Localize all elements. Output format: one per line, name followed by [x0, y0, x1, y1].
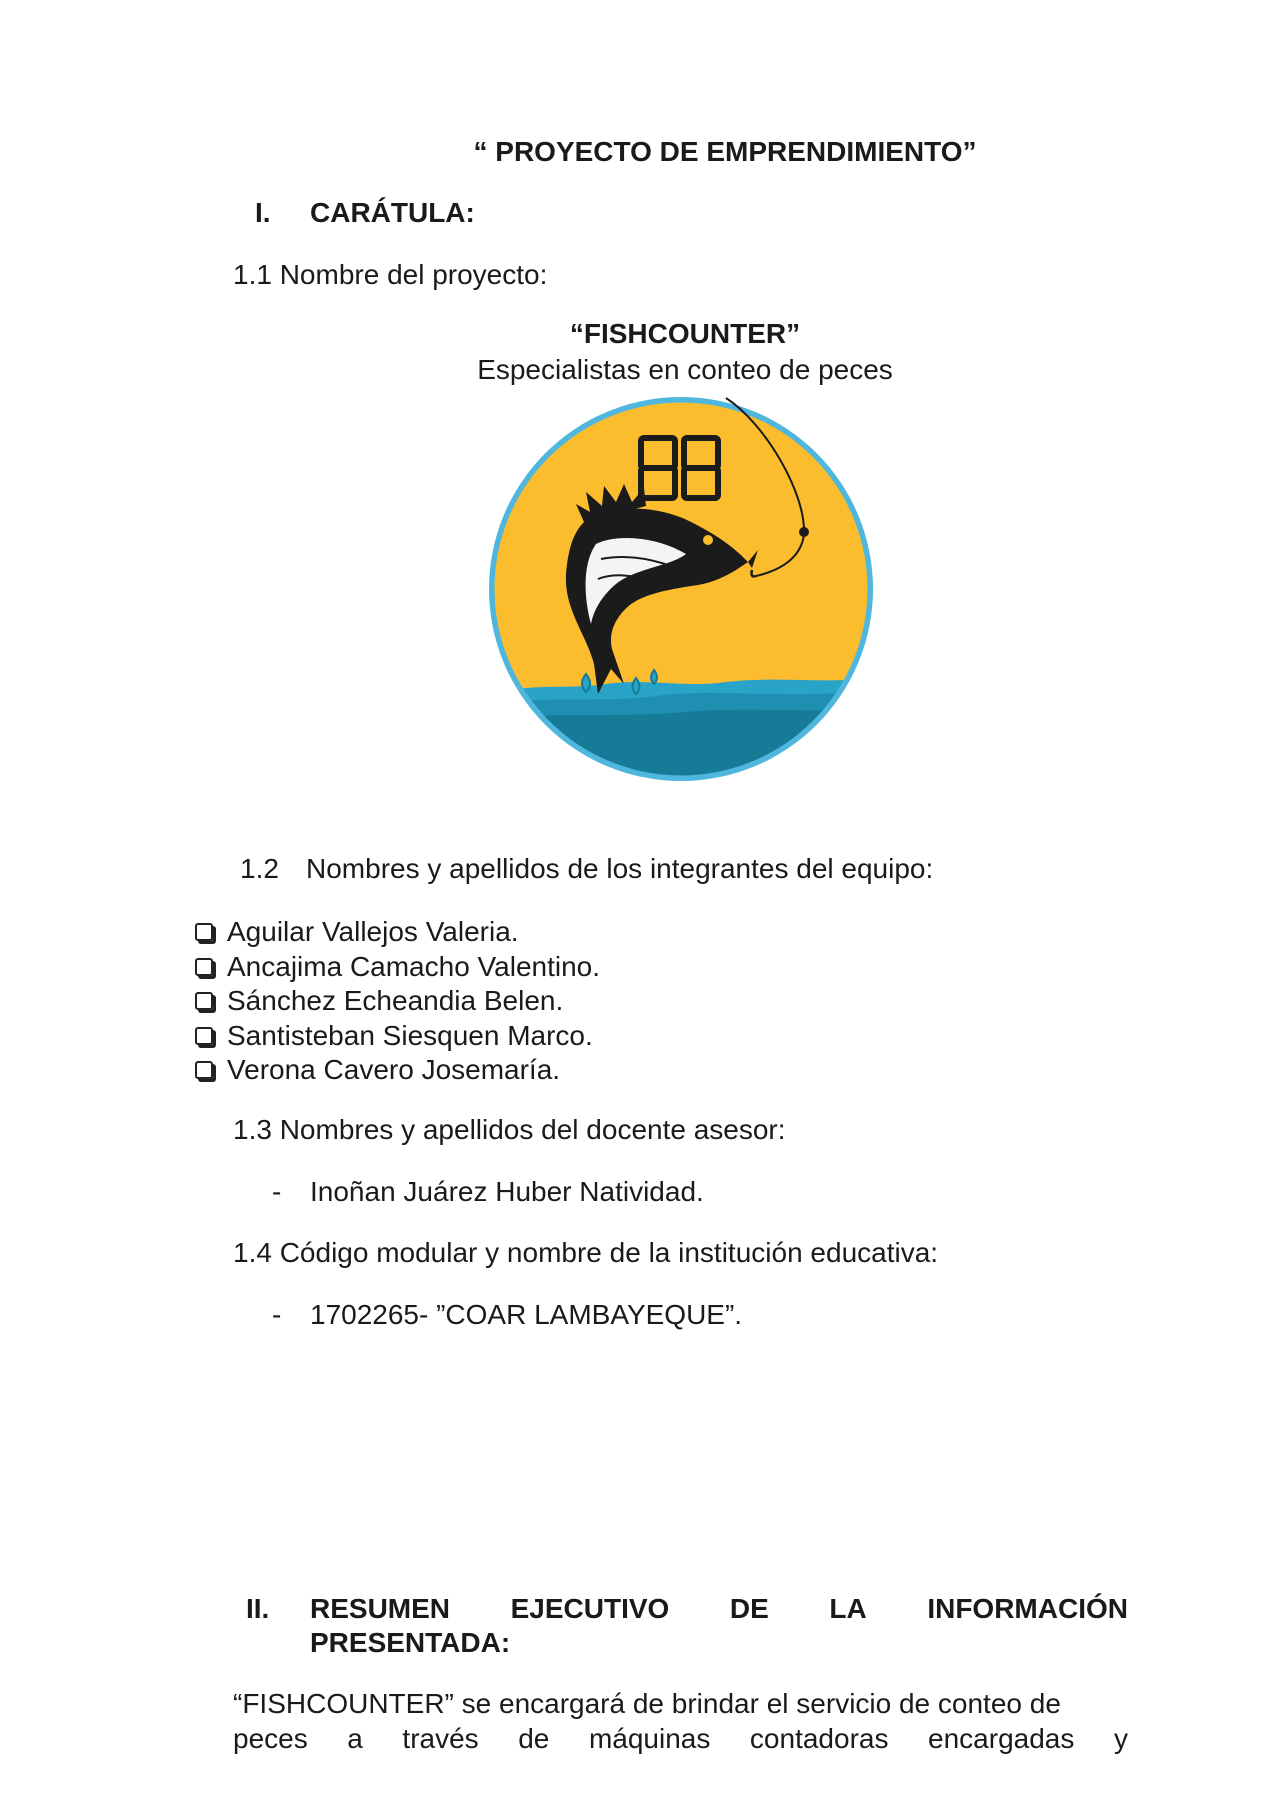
- member-list-item: [195, 1020, 593, 1052]
- advisor-name: Inoñan Juárez Huber Natividad.: [310, 1176, 704, 1207]
- title-word: INFORMACIÓN: [927, 1593, 1128, 1624]
- checkbox-bullet-icon: [195, 1027, 213, 1045]
- checkbox-bullet-icon: [195, 923, 213, 941]
- checkbox-bullet-icon: [195, 958, 213, 976]
- summary-word: encargadas: [928, 1723, 1075, 1754]
- summary-word: de: [518, 1723, 550, 1754]
- member-name: Verona Cavero Josemaría.: [227, 1054, 561, 1085]
- section-2-number: II.: [246, 1593, 270, 1624]
- title-word: RESUMEN: [310, 1593, 451, 1624]
- title-word: LA: [829, 1593, 867, 1624]
- fish-eye-icon: [702, 534, 714, 546]
- summary-paragraph-line-1: “FISHCOUNTER” se encargará de brindar el servicio de conteo de: [233, 1688, 1061, 1719]
- member-name: Santisteban Siesquen Marco.: [227, 1020, 593, 1051]
- checkbox-bullet-icon: [195, 1061, 213, 1079]
- title-word: DE: [729, 1593, 769, 1624]
- project-slogan: Especialistas en conteo de peces: [477, 354, 893, 385]
- item-1-2-number: 1.2: [240, 853, 279, 884]
- member-list-item: [195, 951, 600, 983]
- member-list-item: [195, 985, 563, 1017]
- title-word: EJECUTIVO: [510, 1593, 670, 1624]
- summary-word: contadoras: [749, 1723, 889, 1754]
- section-2-title-line-2: PRESENTADA:: [310, 1627, 511, 1658]
- summary-word: través: [402, 1723, 479, 1754]
- summary-word: a: [347, 1723, 363, 1754]
- school-code-name: 1702265- ”COAR LAMBAYEQUE”.: [310, 1299, 743, 1330]
- summary-word: máquinas: [588, 1723, 711, 1754]
- section-1-title: CARÁTULA:: [310, 197, 475, 228]
- summary-paragraph-line-2: [233, 1723, 1128, 1755]
- summary-word: y: [1113, 1723, 1128, 1754]
- member-name: Ancajima Camacho Valentino.: [227, 951, 601, 982]
- section-1-number: I.: [255, 197, 271, 228]
- list-dash: -: [272, 1176, 282, 1207]
- member-name: Sánchez Echeandia Belen.: [227, 985, 564, 1016]
- item-1-2-heading: Nombres y apellidos de los integrantes del equipo:: [306, 853, 934, 884]
- member-list-item: [195, 1054, 560, 1086]
- item-1-4-heading: 1.4 Código modular y nombre de la institución educativa:: [233, 1237, 939, 1268]
- item-1-3-heading: 1.3 Nombres y apellidos del docente asesor:: [233, 1114, 786, 1145]
- document-title: “ PROYECTO DE EMPRENDIMIENTO”: [473, 136, 977, 167]
- item-1-1-heading: 1.1 Nombre del proyecto:: [233, 259, 548, 290]
- member-list-item: [195, 916, 519, 948]
- water-waves: [486, 678, 876, 784]
- section-2-title-line-1: [310, 1593, 1128, 1625]
- project-name: “FISHCOUNTER”: [569, 318, 801, 349]
- checkbox-bullet-icon: [195, 992, 213, 1010]
- summary-word: peces: [233, 1723, 308, 1754]
- member-name: Aguilar Vallejos Valeria.: [227, 916, 519, 947]
- list-dash: -: [272, 1299, 282, 1330]
- fishcounter-logo: [486, 394, 876, 784]
